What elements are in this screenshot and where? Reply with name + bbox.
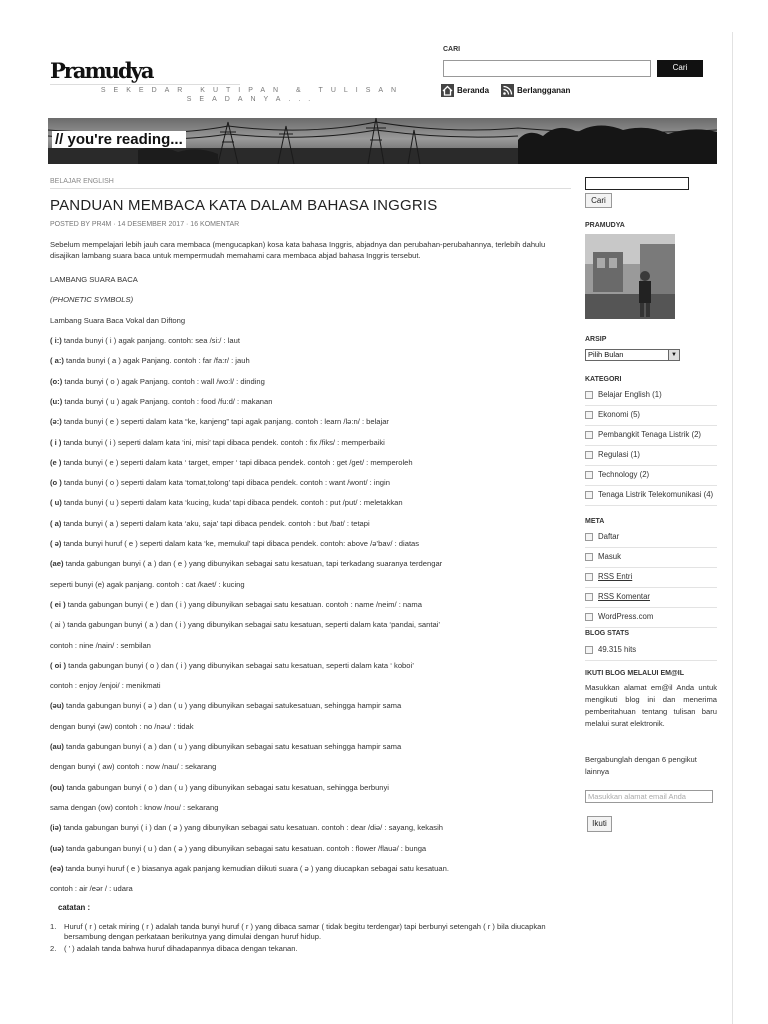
phonetic-symbol: ( a) (50, 518, 62, 528)
phonetic-symbol: ( u) (50, 498, 62, 508)
phonetic-symbol: ( ə) (50, 539, 62, 548)
phonetic-symbol: (au) (50, 742, 64, 751)
phonetic-description: tanda gabungan bunyi ( o ) dan ( i ) yang dibunyikan sebagai satu kesatuan, seperti dalam kata ‘ koboi’ (66, 660, 414, 670)
note-text: ( ’ ) adalah tanda bahwa huruf dihadapannya dibaca dengan tekanan. (64, 944, 298, 953)
phonetic-description: tanda gabungan bunyi ( ə ) dan ( u ) yang dibunyikan sebagai satukesatuan, sehingga hampir sama (63, 701, 402, 711)
phonetic-description: tanda bunyi ( e ) seperti dalam kata “ke, kanjeng” tapi agak panjang. contoh : learn /lə:n/ : belajar (61, 417, 389, 427)
meta-item[interactable] (585, 608, 717, 628)
phonetic-description: contoh : air /eər / : udara (50, 884, 133, 894)
folder-icon (585, 451, 593, 459)
divider (50, 84, 240, 85)
phonetic-line (50, 843, 573, 854)
phonetic-line (50, 355, 573, 366)
post-section: Lambang Suara Baca Vokal dan Diftong (50, 316, 186, 325)
phonetic-line (50, 437, 573, 448)
nav-beranda-label: Beranda (457, 86, 490, 95)
page-icon (585, 613, 593, 621)
search-input[interactable] (443, 60, 651, 77)
phonetic-description: tanda bunyi ( e ) seperti dalam kata ‘ target, emper ‘ tapi dibaca pendek. contoh : get /get/ : memperoleh (61, 457, 413, 467)
phonetic-symbol: ( oi ) (50, 660, 67, 670)
phonetic-symbol: ( i:) (50, 336, 62, 345)
meta-label: Daftar (598, 532, 620, 541)
note-item (50, 944, 570, 954)
stats-item (585, 641, 717, 661)
phonetic-line (50, 782, 573, 793)
category-item[interactable] (585, 466, 717, 486)
categories-heading: KATEGORI (585, 376, 622, 383)
phonetic-line (50, 579, 573, 590)
post-intro: Sebelum mempelajari lebih jauh cara membaca (mengucapkan) kosa kata bahasa Inggris, abjadnya dan perubahan-perubahannya, terlebih dahulu disajikan lambang suara baca untuk mempermudah memahami cara membaca abjad bahasa Inggris tersebut. (50, 240, 546, 260)
category-item[interactable] (585, 486, 717, 506)
site-logo[interactable]: Pramudya (50, 58, 153, 83)
category-item[interactable] (585, 446, 717, 466)
phonetic-description: tanda bunyi ( i ) agak panjang. contoh: sea /si:/ : laut (61, 336, 240, 345)
sidebar-search-button[interactable]: Cari (585, 193, 612, 208)
follow-text: Masukkan alamat em@il Anda untuk mengikuti blog ini dan menerima pemberitahuan tentang tulisan baru melalui surat elektronik. (585, 683, 717, 728)
phonetic-description: dengan bunyi ( aw) contoh : now /nau/ : sekarang (50, 762, 217, 772)
page-icon (585, 573, 593, 581)
profile-heading: PRAMUDYA (585, 222, 625, 229)
post-meta: POSTED BY PR4M · 14 DESEMBER 2017 · 16 KOMENTAR (50, 221, 240, 228)
nav-beranda[interactable] (441, 84, 489, 97)
phonetic-description: tanda gabungan bunyi ( u ) dan ( ə ) yang dibunyikan sebagai satu kesatuan. contoh : flower /flauə/ : bunga (63, 843, 427, 853)
phonetic-description: contoh : enjoy /enjoi/ : menikmati (50, 681, 161, 691)
phonetic-line (50, 680, 573, 691)
stats-heading: BLOG STATS (585, 630, 630, 637)
phonetic-line (50, 457, 573, 468)
join-text: Bergabunglah dengan 6 pengikut lainnya (585, 755, 697, 776)
note-text: Huruf ( r ) cetak miring ( r ) adalah tanda bunyi huruf ( r ) yang dibaca samar ( tidak begitu terdengar) tapi berbunyi setengah ( r ) bila diucapkan bersambung dengan perkataan berikutnya yang dimulai dengan huruf hidup. (64, 922, 546, 941)
phonetic-description: tanda bunyi ( u ) seperti dalam kata ‘kucing, kuda’ tapi dibaca pendek. contoh : put /put/ : meletakkan (61, 498, 403, 508)
phonetic-line (50, 538, 573, 549)
folder-icon (585, 431, 593, 439)
phonetic-symbol: ( i ) (50, 437, 62, 447)
phonetic-description: tanda gabungan bunyi ( o ) dan ( u ) yang dibunyikan sebagai satu kesatuan, sehingga berbunyi (64, 782, 389, 792)
post-heading: LAMBANG SUARA BACA (50, 275, 138, 284)
page-icon (585, 533, 593, 541)
phonetic-line (50, 416, 573, 427)
phonetic-line (50, 619, 573, 630)
profile-photo[interactable] (585, 234, 675, 319)
home-icon (441, 84, 454, 97)
meta-label: WordPress.com (598, 612, 654, 621)
note-number: 2. (50, 944, 57, 953)
phonetic-line (50, 721, 573, 732)
category-label: Tenaga Listrik Telekomunikasi (4) (598, 490, 714, 499)
meta-heading: META (585, 518, 605, 525)
phonetic-line (50, 396, 573, 407)
search-button[interactable]: Cari (657, 60, 703, 77)
reading-label: // you're reading... (52, 131, 186, 148)
search-label: CARI (443, 46, 461, 53)
meta-label: RSS Entri (598, 572, 633, 581)
phonetic-description: seperti bunyi (e) agak panjang. contoh : cat /kaet/ : kucing (50, 579, 245, 589)
categories-list (585, 386, 717, 506)
phonetic-line (50, 477, 573, 488)
email-field[interactable]: Masukkan alamat email Anda (585, 790, 713, 803)
phonetic-symbol: (iə) (50, 823, 62, 833)
category-label: Pembangkit Tenaga Listrik (2) (598, 430, 701, 439)
page-border (732, 32, 733, 1024)
phonetic-description: sama dengan (ow) contoh : know /nou/ : sekarang (50, 802, 219, 812)
category-label: Technology (2) (598, 470, 650, 479)
meta-item[interactable] (585, 588, 717, 608)
meta-item[interactable] (585, 548, 717, 568)
folder-icon (585, 491, 593, 499)
nav-berlangganan[interactable] (501, 84, 570, 97)
phonetic-description: contoh : nine /nain/ : sembilan (50, 640, 151, 650)
phonetic-line (50, 640, 573, 651)
page-icon (585, 646, 593, 654)
phonetic-symbol: (u:) (50, 396, 63, 406)
phonetic-symbol: (o ) (50, 478, 62, 488)
phonetic-description: tanda bunyi ( a ) agak Panjang. contoh : far /fa:r/ : jauh (63, 356, 250, 366)
post-category[interactable]: BELAJAR ENGLISH (50, 178, 114, 185)
category-item[interactable] (585, 426, 717, 446)
folder-icon (585, 411, 593, 419)
phonetic-description: tanda bunyi ( a ) seperti dalam kata ‘aku, saja’ tapi dibaca pendek. contoh : but /bat/ : tetapi (61, 518, 370, 528)
phonetic-symbol: (o:) (50, 376, 63, 386)
phonetic-line (50, 376, 573, 387)
notes-list (50, 922, 570, 956)
phonetic-line (50, 761, 573, 772)
post-title[interactable]: PANDUAN MEMBACA KATA DALAM BAHASA INGGRIS (50, 197, 438, 214)
phonetic-symbol: (ə:) (50, 417, 62, 427)
phonetic-line (50, 335, 573, 346)
phonetic-description: tanda bunyi ( i ) seperti dalam kata ‘ini, misi’ tapi dibaca pendek. contoh : fix /fiks/ : memperbaiki (61, 437, 385, 447)
phonetic-line (50, 599, 573, 610)
top-nav (441, 84, 570, 97)
phonetic-symbol: (e ) (50, 457, 62, 467)
archive-heading: ARSIP (585, 336, 607, 343)
folder-icon (585, 471, 593, 479)
phonetic-line (50, 558, 573, 569)
note-item (50, 922, 570, 942)
phonetic-line (50, 883, 573, 894)
phonetic-symbol: (uə) (50, 843, 64, 853)
phonetic-description: ( ai ) tanda gabungan bunyi ( a ) dan ( i ) yang dibunyikan sebagai satu kesatuan, seperti dalam kata ‘pandai, santai’ (50, 620, 441, 630)
page-icon (585, 593, 593, 601)
follow-button[interactable]: Ikuti (587, 816, 612, 832)
meta-item[interactable] (585, 568, 717, 588)
phonetic-line (50, 863, 573, 874)
phonetic-description: tanda gabungan bunyi ( a ) dan ( e ) yang dibunyikan sebagai satu kesatuan, tapi terkadang suaranya terdengar (63, 559, 443, 569)
phonetic-symbol: ( ei ) (50, 599, 66, 609)
rss-icon (501, 84, 514, 97)
phonetic-description: tanda bunyi ( o ) agak Panjang. contoh : wall /wo:l/ : dinding (62, 376, 265, 386)
notes-heading: catatan : (58, 903, 91, 912)
phonetic-description: tanda bunyi ( u ) agak Panjang. contoh : food /fu:d/ : makanan (62, 396, 273, 406)
phonetic-symbol: (əu) (50, 701, 64, 711)
site-tagline: SEKEDAR KUTIPAN & TULISAN SEADANYA... (100, 87, 405, 103)
meta-label: RSS Komentar (598, 592, 651, 601)
sidebar-search-input[interactable] (585, 177, 689, 190)
category-item[interactable] (585, 386, 717, 406)
archive-select[interactable] (585, 349, 680, 361)
stats-value: 49.315 hits (598, 645, 637, 654)
category-label: Belajar English (1) (598, 390, 662, 399)
nav-berlangganan-label: Berlangganan (517, 86, 571, 95)
phonetic-description: tanda gabungan bunyi ( a ) dan ( u ) yang dibunyikan sebagai satu kesatuan sehingga hampir sama (63, 742, 402, 751)
phonetic-line (50, 660, 573, 671)
phonetic-line (50, 802, 573, 813)
phonetic-description: tanda gabungan bunyi ( i ) dan ( ə ) yang dibunyikan sebagai satu kesatuan. contoh : dear /diə/ : sayang, kekasih (61, 823, 444, 833)
phonetic-line (50, 741, 573, 752)
archive-select-value: Pilih Bulan (588, 350, 624, 359)
phonetic-line (50, 497, 573, 508)
phonetic-symbol: (ou) (50, 782, 65, 792)
follow-heading: IKUTI BLOG MELALUI EM@IL (585, 670, 684, 677)
phonetic-symbol: ( a:) (50, 356, 64, 366)
stats-list (585, 641, 717, 661)
category-item[interactable] (585, 406, 717, 426)
phonetic-description: tanda bunyi ( o ) seperti dalam kata ‘tomat,tolong’ tapi dibaca pendek. contoh : want /wont/ : ingin (61, 478, 390, 488)
phonetic-symbol: (ae) (50, 559, 64, 569)
phonetic-line (50, 518, 573, 529)
phonetic-line (50, 822, 573, 833)
note-number: 1. (50, 922, 57, 931)
folder-icon (585, 391, 593, 399)
chevron-down-icon: ▼ (668, 350, 679, 360)
phonetic-description: dengan bunyi (əw) contoh : no /nəu/ : tidak (50, 721, 194, 731)
meta-label: Masuk (598, 552, 621, 561)
phonetic-description: tanda bunyi huruf ( e ) biasanya agak panjang kemudian diikuti suara ( ə ) yang diucapkan sebagai satu kesatuan. (63, 863, 449, 873)
meta-item[interactable] (585, 528, 717, 548)
category-label: Regulasi (1) (598, 450, 641, 459)
phonetic-description: tanda bunyi huruf ( e ) seperti dalam kata ‘ke, memukul’ tapi dibaca pendek. contoh: above /ə’bav/ : diatas (61, 539, 420, 548)
phonetic-description: tanda gabungan bunyi ( e ) dan ( i ) yang dibunyikan sebagai satu kesatuan. contoh : name /neim/ : nama (65, 599, 422, 609)
divider (50, 188, 571, 189)
phonetic-symbol: (eə) (50, 863, 64, 873)
meta-list (585, 528, 717, 628)
page-icon (585, 553, 593, 561)
post-subheading: (PHONETIC SYMBOLS) (50, 295, 134, 304)
category-label: Ekonomi (5) (598, 410, 641, 419)
phonetic-line (50, 700, 573, 711)
